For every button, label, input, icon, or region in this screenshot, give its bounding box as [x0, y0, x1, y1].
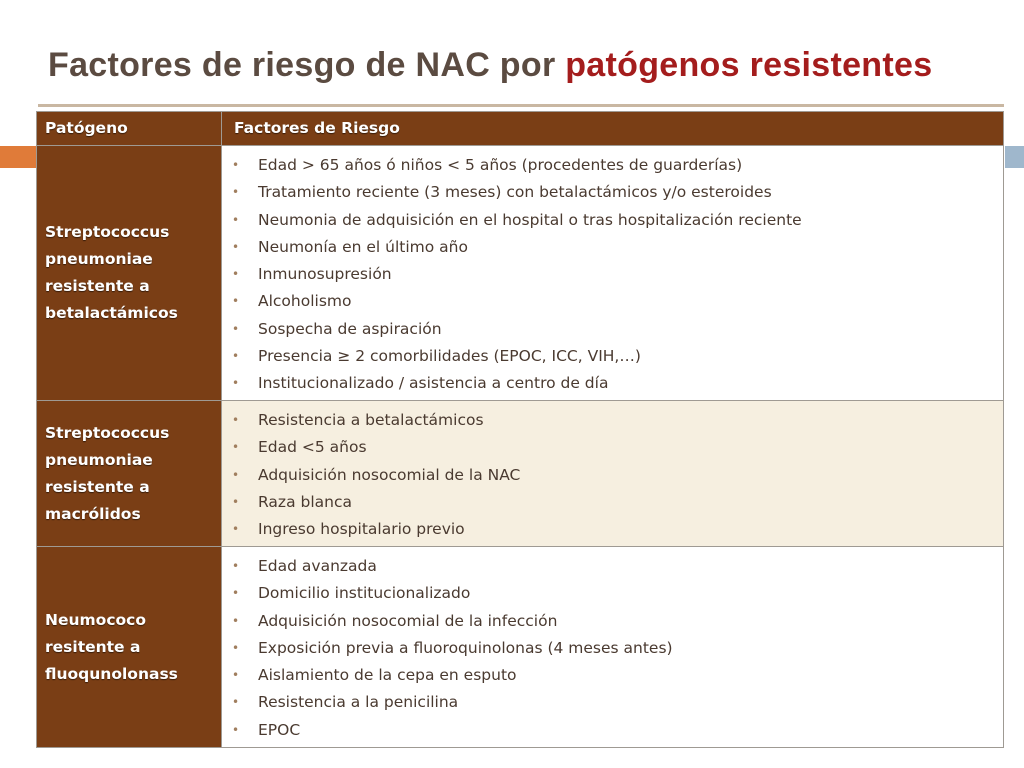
list-item: • Resistencia a betalactámicos: [230, 407, 995, 434]
list-item: • Edad > 65 años ó niños < 5 años (procedentes de guarderías): [230, 152, 995, 179]
pathogen-cell: [37, 401, 222, 546]
list-item: • Aislamiento de la cepa en esputo: [230, 662, 995, 689]
list-item: • Adquisición nosocomial de la NAC: [230, 462, 995, 489]
factors-list: [230, 553, 995, 744]
table-row: [37, 400, 1003, 546]
list-item: • Resistencia a la penicilina: [230, 689, 995, 716]
pathogen-cell: [37, 547, 222, 747]
table-row: [37, 145, 1003, 400]
factors-cell: [222, 146, 1003, 400]
list-item: • Raza blanca: [230, 489, 995, 516]
list-item: • Edad avanzada: [230, 553, 995, 580]
list-item: • Domicilio institucionalizado: [230, 580, 995, 607]
pathogen-line: Streptococcus: [45, 223, 170, 241]
pathogen-line: Neumococo: [45, 610, 146, 629]
list-item: • Tratamiento reciente (3 meses) con betalactámicos y/o esteroides: [230, 179, 995, 206]
list-item: • Adquisición nosocomial de la infección: [230, 608, 995, 635]
pathogen-line: Streptococcus: [45, 423, 170, 442]
pathogen-cell: [37, 146, 222, 400]
header-risk-factors: Factores de Riesgo: [222, 112, 1003, 145]
factors-list: [230, 407, 995, 543]
list-item: • Presencia ≥ 2 comorbilidades (EPOC, ICC, VIH,…): [230, 343, 995, 370]
list-item: • Alcoholismo: [230, 288, 995, 315]
pathogen-line: pneumoniae: [45, 250, 153, 268]
pathogen-line: pneumoniae: [45, 450, 153, 469]
header-pathogen: Patógeno: [37, 112, 222, 145]
decorative-bar-right: [1005, 146, 1024, 168]
table-header-row: [37, 112, 1003, 145]
list-item: • Edad <5 años: [230, 434, 995, 461]
title-prefix: Factores de riesgo de NAC por: [48, 46, 566, 84]
list-item: • Sospecha de aspiración: [230, 316, 995, 343]
list-item: • Inmunosupresión: [230, 261, 995, 288]
list-item: • Institucionalizado / asistencia a centro de día: [230, 370, 995, 397]
title-divider: [38, 104, 1004, 107]
pathogen-line: fluoqunolonass: [45, 664, 178, 683]
list-item: • Neumonia de adquisición en el hospital o tras hospitalización reciente: [230, 207, 995, 234]
title-accent: patógenos resistentes: [565, 46, 933, 84]
table-row: [37, 546, 1003, 747]
decorative-bar-left: [0, 146, 36, 168]
list-item: • EPOC: [230, 717, 995, 744]
list-item: • Neumonía en el último año: [230, 234, 995, 261]
factors-cell: [222, 547, 1003, 747]
pathogen-line: resistente a: [45, 277, 150, 295]
risk-factors-table: [36, 111, 1004, 748]
pathogen-line: betalactámicos: [45, 304, 178, 322]
pathogen-line: resitente a: [45, 637, 141, 656]
list-item: • Exposición previa a fluoroquinolonas (4 meses antes): [230, 635, 995, 662]
pathogen-line: resistente a: [45, 477, 150, 496]
slide-title: [48, 46, 932, 85]
factors-cell: [222, 401, 1003, 546]
list-item: • Ingreso hospitalario previo: [230, 516, 995, 543]
factors-list: [230, 152, 995, 398]
pathogen-line: macrólidos: [45, 504, 141, 523]
